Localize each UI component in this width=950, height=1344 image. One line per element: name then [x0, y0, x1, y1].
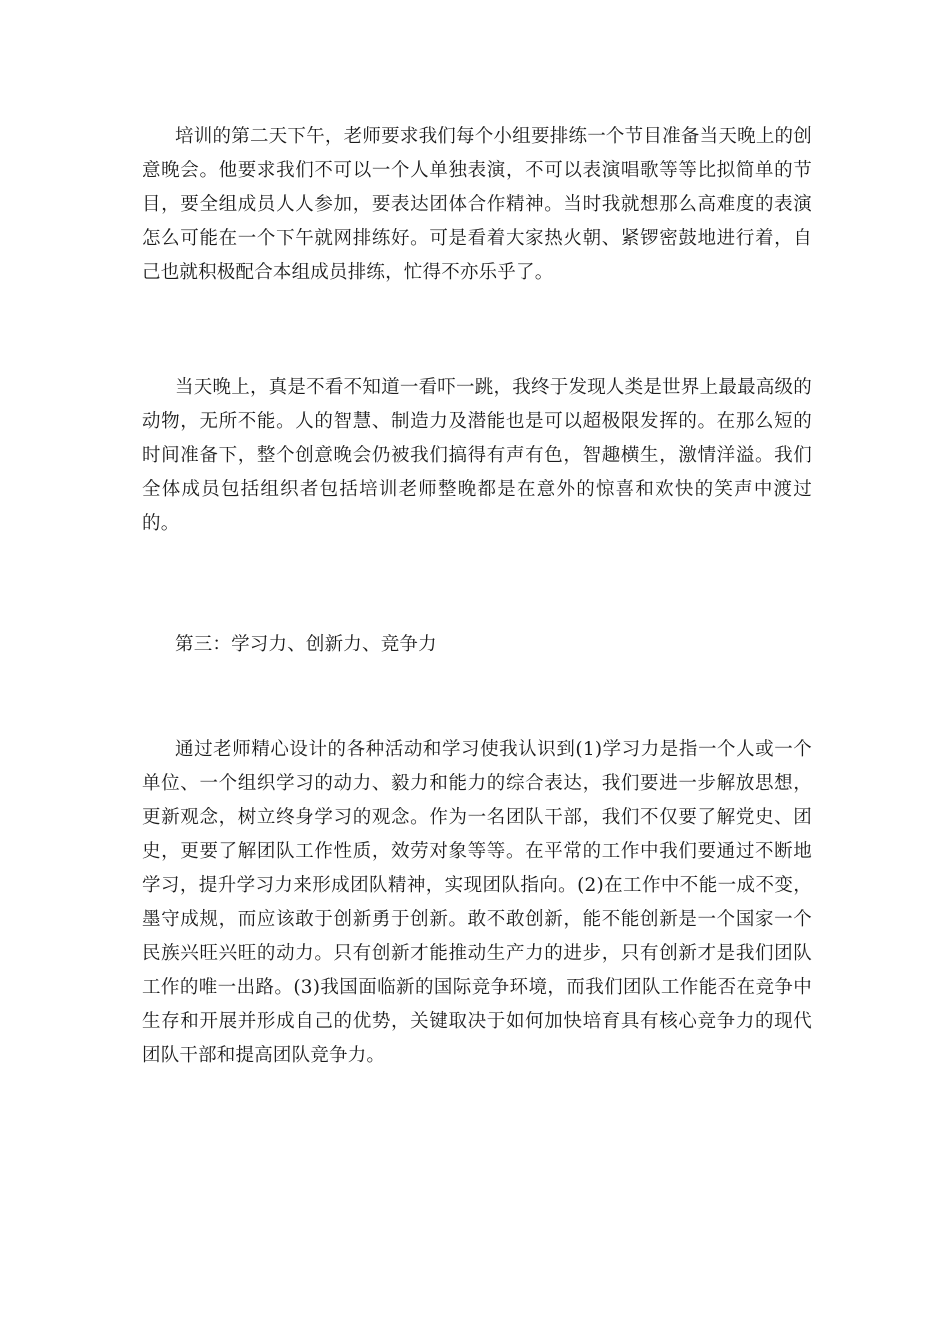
paragraph-creative-evening: 当天晚上，真是不看不知道一看吓一跳，我终于发现人类是世界上最最高级的动物，无所不能。人的智慧、制造力及潜能也是可以超极限发挥的。在那么短的时间准备下，整个创意晚会仍被我们搞得有声有色，智趣横生，激情洋溢。我们全体成员包括组织者包括培训老师整晚都是在意外的惊喜和欢快的笑声中渡过的。	[142, 377, 812, 534]
section-heading: 第三：学习力、创新力、竞争力	[175, 634, 437, 655]
paragraph-training-afternoon: 培训的第二天下午，老师要求我们每个小组要排练一个节目准备当天晚上的创意晚会。他要求我们不可以一个人单独表演，不可以表演唱歌等等比拟简单的节目，要全组成员人人参加，要表达团体合作精神。当时我就想那么高难度的表演怎么可能在一个下午就网排练好。可是看着大家热火朝、紧锣密鼓地进行着，自己也就积极配合本组成员排练，忙得不亦乐乎了。	[142, 126, 812, 283]
paragraph-learning-innovation-competition: 通过老师精心设计的各种活动和学习使我认识到(1)学习力是指一个人或一个单位、一个组织学习的动力、毅力和能力的综合表达，我们要进一步解放思想，更新观念，树立终身学习的观念。作为一名团队干部，我们不仅要了解党史、团史，更要了解团队工作性质，效劳对象等等。在平常的工作中我们要通过不断地学习，提升学习力来形成团队精神，实现团队指向。(2)在工作中不能一成不变，墨守成规，而应该敢于创新勇于创新。敢不敢创新，能不能创新是一个国家一个民族兴旺兴旺的动力。只有创新才能推动生产力的进步，只有创新才是我们团队工作的唯一出路。(3)我国面临新的国际竞争环境，而我们团队工作能否在竞争中生存和开展并形成自己的优势，关键取决于如何加快培育具有核心竞争力的现代团队干部和提高团队竞争力。	[142, 739, 812, 1066]
